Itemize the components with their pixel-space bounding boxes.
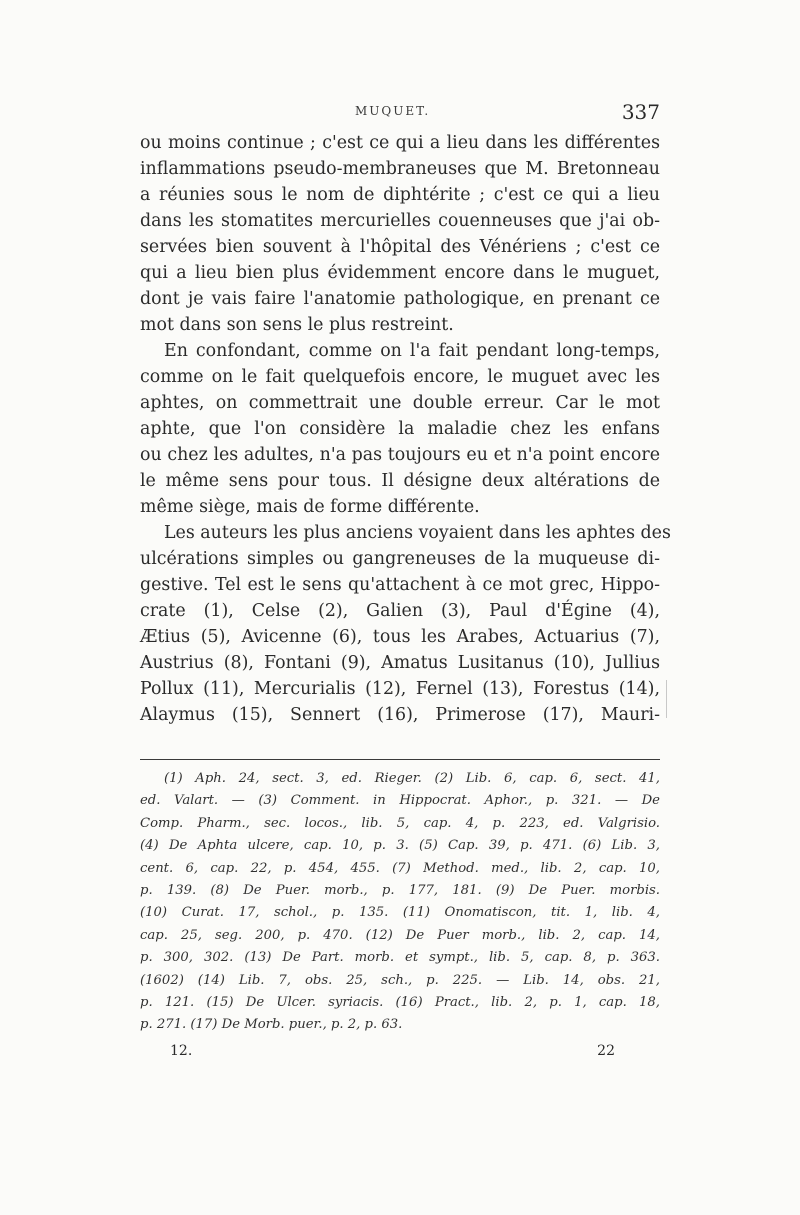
footnote-line: ed. Valart. — (3) Comment. in Hippocrat. Aphor., p. 321. — De bbox=[140, 793, 660, 809]
footnote-line: (1602) (14) Lib. 7, obs. 25, sch., p. 225. — Lib. 14, obs. 21, bbox=[140, 972, 660, 988]
footnote-line: cent. 6, cap. 22, p. 454, 455. (7) Method. med., lib. 2, cap. 10, bbox=[140, 860, 660, 876]
footnote-line: (4) De Aphta ulcere, cap. 10, p. 3. (5) Cap. 39, p. 471. (6) Lib. 3, bbox=[140, 838, 660, 854]
text-line: aphtes, on commettrait une double erreur. Car le mot bbox=[140, 393, 660, 413]
footnote-line: (10) Curat. 17, schol., p. 135. (11) Onomatiscon, tit. 1, lib. 4, bbox=[140, 905, 660, 921]
text-line: a réunies sous le nom de diphtérite ; c'est ce qui a lieu bbox=[140, 185, 660, 205]
page-edge-shadow bbox=[666, 680, 675, 718]
text-line: crate (1), Celse (2), Galien (3), Paul d'Égine (4), bbox=[140, 601, 660, 621]
text-line: dont je vais faire l'anatomie pathologique, en prenant ce bbox=[140, 289, 660, 309]
text-line: Ætius (5), Avicenne (6), tous les Arabes, Actuarius (7), bbox=[140, 627, 660, 647]
text-line: ou chez les adultes, n'a pas toujours eu et n'a point encore bbox=[140, 445, 660, 465]
text-line: dans les stomatites mercurielles couenneuses que j'ai ob- bbox=[140, 211, 660, 231]
text-line: servées bien souvent à l'hôpital des Vénériens ; c'est ce bbox=[140, 237, 660, 257]
text-line: Alaymus (15), Sennert (16), Primerose (17), Mauri- bbox=[140, 705, 660, 725]
text-line: le même sens pour tous. Il désigne deux altérations de bbox=[140, 471, 660, 491]
page-number: 337 bbox=[621, 100, 660, 124]
body-text bbox=[140, 130, 671, 728]
running-title: MUQUET. bbox=[355, 104, 431, 118]
text-line: gestive. Tel est le sens qu'attachent à ce mot grec, Hippo- bbox=[140, 575, 660, 595]
text-line: Pollux (11), Mercurialis (12), Fernel (13), Forestus (14), bbox=[140, 679, 660, 699]
text-line: Austrius (8), Fontani (9), Amatus Lusitanus (10), Jullius bbox=[140, 653, 660, 673]
text-line: Les auteurs les plus anciens voyaient dans les aphtes des bbox=[164, 523, 671, 543]
text-line: mot dans son sens le plus restreint. bbox=[140, 315, 454, 335]
footnote-line: Comp. Pharm., sec. locos., lib. 5, cap. 4, p. 223, ed. Valgrisio. bbox=[140, 815, 660, 831]
text-line: aphte, que l'on considère la maladie chez les enfans bbox=[140, 419, 660, 439]
text-line: comme on le fait quelquefois encore, le muguet avec les bbox=[140, 367, 660, 387]
text-line: ulcérations simples ou gangreneuses de la muqueuse di- bbox=[140, 549, 660, 569]
text-line: inflammations pseudo-membraneuses que M. Bretonneau bbox=[140, 159, 660, 179]
text-line: ou moins continue ; c'est ce qui a lieu dans les différentes bbox=[140, 133, 660, 153]
footnote-line: cap. 25, seg. 200, p. 470. (12) De Puer morb., lib. 2, cap. 14, bbox=[140, 927, 660, 943]
signature-mark: 12. bbox=[170, 1043, 193, 1059]
sheet-mark: 22 bbox=[597, 1043, 615, 1059]
text-line: En confondant, comme on l'a fait pendant long-temps, bbox=[164, 341, 660, 361]
footnotes bbox=[140, 768, 660, 1037]
text-line: même siège, mais de forme différente. bbox=[140, 497, 480, 517]
running-head bbox=[140, 100, 660, 132]
text-line: qui a lieu bien plus évidemment encore dans le muguet, bbox=[140, 263, 660, 283]
footnote-line: (1) Aph. 24, sect. 3, ed. Rieger. (2) Lib. 6, cap. 6, sect. 41, bbox=[164, 771, 660, 786]
footnote-line: p. 300, 302. (13) De Part. morb. et sympt., lib. 5, cap. 8, p. 363. bbox=[140, 950, 660, 966]
footnote-line: p. 139. (8) De Puer. morb., p. 177, 181. (9) De Puer. morbis. bbox=[140, 882, 660, 898]
footnote-line: p. 271. (17) De Morb. puer., p. 2, p. 63. bbox=[140, 1017, 403, 1033]
footnote-rule bbox=[140, 759, 660, 760]
footnote-line: p. 121. (15) De Ulcer. syriacis. (16) Pract., lib. 2, p. 1, cap. 18, bbox=[140, 994, 660, 1010]
